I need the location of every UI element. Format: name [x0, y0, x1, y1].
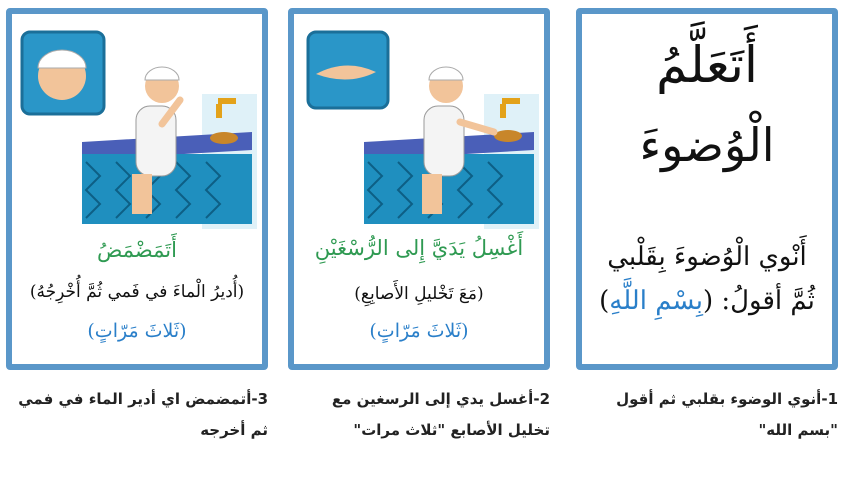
boy-mouth-rinse-illustration [12, 14, 262, 236]
card-wash-hands [288, 8, 550, 370]
card1-bismillah: بِسْمِ اللَّهِ [609, 286, 703, 316]
boy-hand-washing-illustration [294, 14, 544, 236]
caption-1: 1-أنوي الوضوء بقلبي ثم أقول "بسم الله" [616, 390, 838, 439]
caption-2: 2-أغسل يدي إلى الرسغين مع تخليل الأصابع "ثلاث مرات" [331, 390, 550, 439]
card1-line2-suffix: ) [599, 286, 610, 316]
card3-black-line: (أُديرُ الْماءَ في فَمي ثُمَّ أُخْرِجُهُ) [29, 282, 245, 302]
card1-title-line2: الْوُضوءَ [639, 118, 775, 172]
card1-line2-prefix: ثُمَّ أقولُ: ( [702, 286, 815, 316]
caption-3: 3-أتمضمض اي أدير الماء في فمي ثم أخرجه [18, 390, 268, 439]
card2-green-line: أَغْسِلُ يَدَيَّ إِلى الرُّسْغَيْنِ [314, 236, 524, 260]
card-intention [576, 8, 838, 370]
card1-line1: أَنْوي الْوُضوءَ بِقَلْبي [607, 242, 807, 272]
card3-blue-line: (ثَلاثَ مَرّاتٍ) [87, 320, 187, 342]
card2-blue-line: (ثَلاثَ مَرّاتٍ) [369, 320, 469, 342]
card2-black-line: (مَعَ تَخْليلِ الأَصابِعِ) [354, 284, 484, 304]
card1-line2 [582, 286, 832, 316]
card-rinse-mouth [6, 8, 268, 370]
card3-green-line: أَتَمَضْمَضُ [97, 238, 177, 262]
card1-title-line1: أَتَعَلَّمُ [656, 36, 758, 94]
